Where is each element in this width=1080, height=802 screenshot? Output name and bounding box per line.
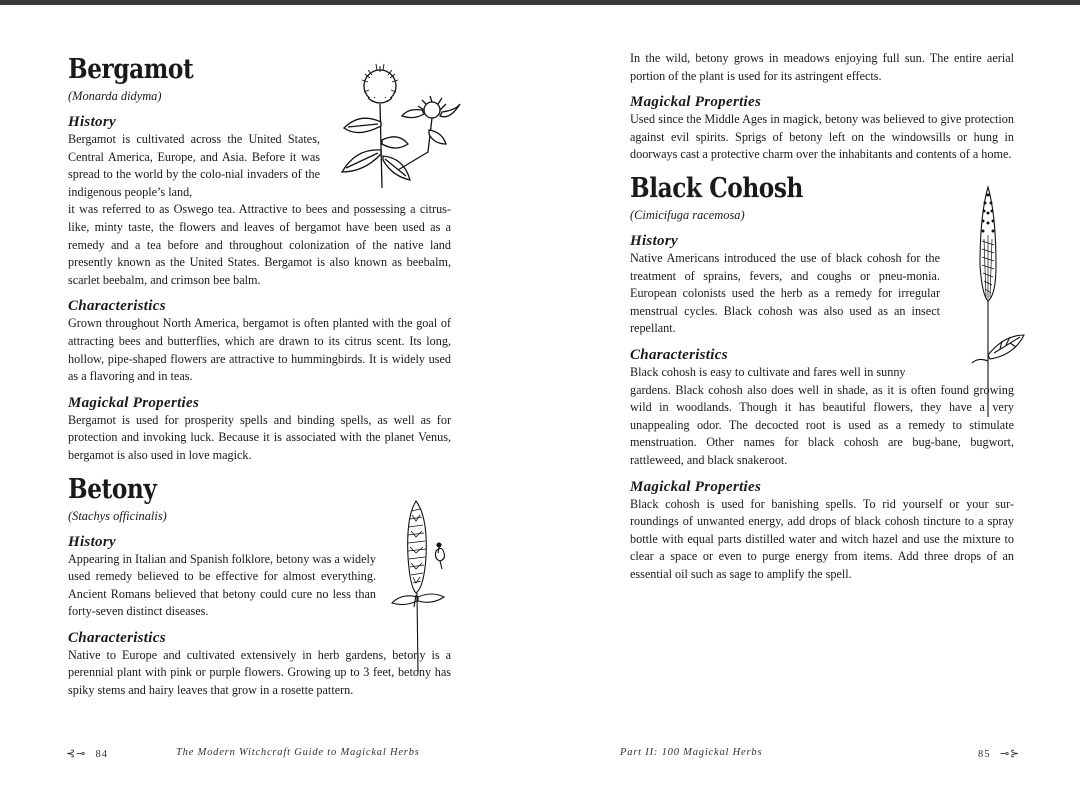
footer-ornament-icon: ⊸⊱ bbox=[999, 747, 1020, 760]
bergamot-characteristics-heading: Characteristics bbox=[68, 298, 166, 315]
right-footer bbox=[620, 747, 1020, 758]
left-text-column bbox=[68, 53, 451, 700]
betony-magickal-heading: Magickal Properties bbox=[630, 94, 762, 111]
right-page-number-group bbox=[978, 747, 1020, 760]
bergamot-title: Bergamot bbox=[68, 54, 194, 85]
betony-history-heading: History bbox=[68, 533, 116, 550]
bergamot-characteristics-text: Grown throughout North America, bergamot is often planted with the goal of attracting bees and butterflies, which are drawn to its citrus scent. Its long, hollow, pipe-shaped flowers are attractive to hummingbirds. It is widely used as a flavoring and in teas. bbox=[68, 316, 451, 384]
bergamot-history-heading: History bbox=[68, 114, 116, 130]
black-cohosh-characteristics-text-wrapped: Black cohosh is easy to cultivate and fares well in sunny bbox=[630, 364, 906, 379]
running-title: The Modern Witchcraft Guide to Magickal Herbs bbox=[176, 747, 420, 758]
black-cohosh-characteristics-heading: Characteristics bbox=[630, 346, 728, 363]
black-cohosh-title: Black Cohosh bbox=[630, 172, 803, 204]
betony-continued-text: In the wild, betony grows in meadows enjoying full sun. The entire aerial portion of the plant is used for its astringent effects. bbox=[630, 51, 1014, 83]
black-cohosh-magickal-heading: Magickal Properties bbox=[630, 478, 762, 495]
footer-ornament-icon: ⊰⊸ bbox=[66, 747, 87, 760]
betony-entry bbox=[68, 473, 451, 700]
bergamot-history-text: it was referred to as Oswego tea. Attractive to bees and possessing a citrus-like, minty taste, the flowers and leaves of bergamot have been used as a remedy and a tea before and throughout colonization of the native land presently known as the United States. Bergamot is also known as beebalm, scarlet beebalm, and crimson bee balm. bbox=[68, 202, 451, 287]
black-cohosh-history-text: Native Americans introduced the use of black cohosh for the treatment of sprains, fevers, and coughs or pneu-monia. European colonists used the herb as a remedy for irregular menstrual cycles. Black cohosh was also used as an insect repellant. bbox=[630, 250, 940, 336]
left-page-number: 84 bbox=[95, 749, 108, 760]
betony-characteristics-heading: Characteristics bbox=[68, 629, 166, 646]
bergamot-history-text-wrapped: Bergamot is cultivated across the United States, Central America, Europe, and Asia. Before it was spread to the world by the colo-nial invaders of the indigenous people’s land, bbox=[68, 132, 320, 199]
betony-magickal-text: Used since the Middle Ages in magick, betony was believed to give protection against evil spirits. Sprigs of betony left on the windowsills or hung in doorways cast a protective charm over the inhabitants and contents of a home. bbox=[630, 112, 1014, 162]
bergamot-latin-name: (Monarda didyma) bbox=[68, 89, 162, 103]
left-page bbox=[0, 5, 540, 802]
bergamot-magickal-heading: Magickal Properties bbox=[68, 394, 200, 411]
right-page bbox=[540, 5, 1080, 802]
betony-history-text: Appearing in Italian and Spanish folklore, betony was a widely used remedy believed to be effective for almost everything. Ancient Romans believed that betony could cure no less than forty-seven distinct diseases. bbox=[68, 551, 376, 619]
black-cohosh-history-heading: History bbox=[630, 232, 678, 249]
bergamot-entry bbox=[68, 53, 451, 465]
black-cohosh-latin-name: (Cimicifuga racemosa) bbox=[630, 207, 745, 222]
black-cohosh-characteristics-text: gardens. Black cohosh also does well in shade, as it is often found growing wild in woodlands. Though it has beautiful flowers, they have a very unappealing odor. The decocted root is used as a remedy to stimulate menstruation. Other names for black cohosh are bug-bane, bugwort, rattleweed, and black snakeroot. bbox=[630, 382, 1014, 467]
section-title: Part II: 100 Magickal Herbs bbox=[620, 747, 763, 758]
betony-title: Betony bbox=[68, 473, 157, 505]
right-page-number: 85 bbox=[978, 749, 991, 760]
betony-characteristics-text: Native to Europe and cultivated extensively in herb gardens, betony is a perennial plant with pink or purple flowers. Growing up to 3 feet, betony has spiky stems and hairy leaves that grow in a rosette pattern. bbox=[68, 647, 451, 698]
black-cohosh-magickal-text: Black cohosh is used for banishing spells. To rid yourself or your sur-roundings of unwanted energy, add drops of black cohosh tincture to a spray bottle with equal parts distilled water and witch hazel and use the mixture to clear a space or even to purge energy from items. Add three drops of an essential oil such as sage to amplify the spell. bbox=[630, 496, 1014, 581]
left-footer bbox=[66, 747, 456, 760]
right-text-column bbox=[630, 50, 1014, 583]
betony-latin-name: (Stachys officinalis) bbox=[68, 508, 167, 523]
black-cohosh-entry bbox=[630, 172, 1014, 584]
bergamot-magickal-text: Bergamot is used for prosperity spells and binding spells, as well as for protection and invoking luck. Because it is associated with the planet Venus, bergamot is also used in love magick. bbox=[68, 412, 451, 462]
